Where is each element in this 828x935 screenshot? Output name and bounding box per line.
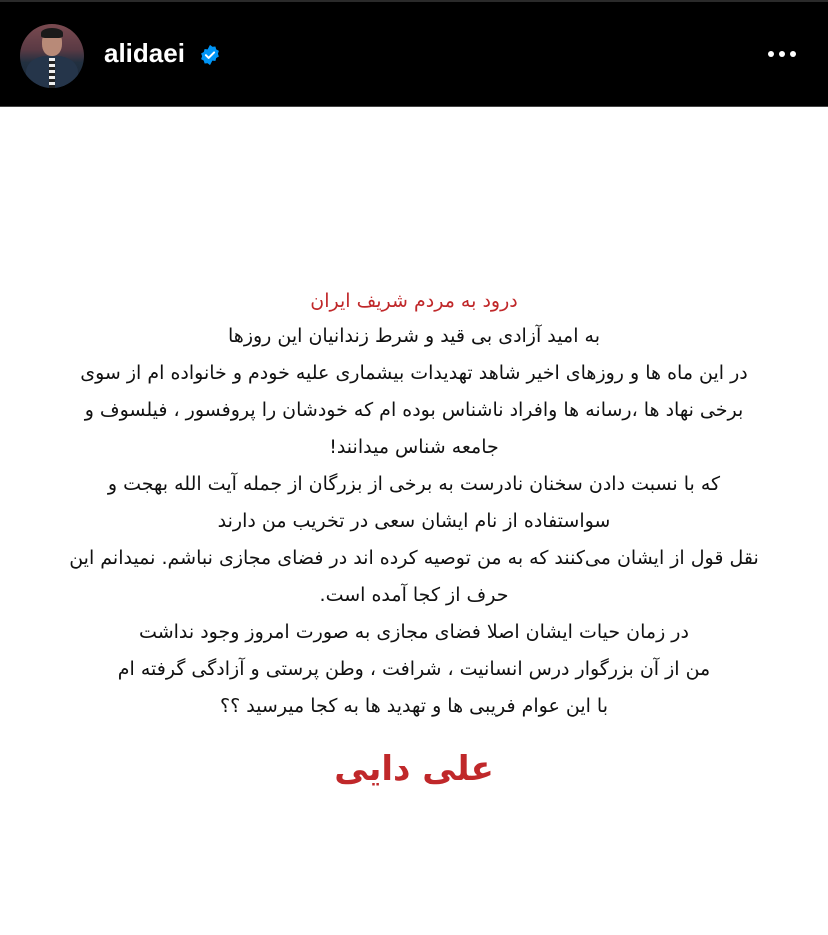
greeting: درود به مردم شریف ایران (310, 290, 518, 312)
avatar[interactable] (20, 24, 84, 88)
avatar-tie (49, 58, 55, 88)
text-line: جامعه شناس میدانند! (329, 436, 499, 458)
post-image-text (0, 284, 828, 797)
text-line: نقل قول از ایشان می‌کنند که به من توصیه کرده اند در فضای مجازی نباشم. نمیدانم این (69, 547, 759, 569)
dot-icon (779, 51, 785, 57)
post-header (0, 0, 828, 107)
dot-icon (768, 51, 774, 57)
text-line: حرف از کجا آمده است. (319, 584, 509, 606)
signature: علی دایی (334, 749, 494, 789)
text-line: در این ماه ها و روزهای اخیر شاهد تهدیدات بیشماری علیه خودم و خانواده ام از سوی (80, 362, 748, 384)
text-line: در زمان حیات ایشان اصلا فضای مجازی به صورت امروز وجود نداشت (139, 621, 689, 643)
text-line: برخی نهاد ها ،رسانه ها وافراد ناشناس بوده ام که خودشان را پروفسور ، فیلسوف و (84, 399, 744, 421)
more-options-button[interactable] (762, 42, 802, 66)
dot-icon (790, 51, 796, 57)
text-line: سواستفاده از نام ایشان سعی در تخریب من دارند (217, 510, 611, 532)
text-line: من از آن بزرگوار درس انسانیت ، شرافت ، وطن پرستی و آزادگی گرفته ام (117, 658, 711, 680)
avatar-hair (41, 28, 63, 38)
verified-badge-icon (199, 44, 221, 66)
text-line: به امید آزادی بی قید و شرط زندانیان این روزها (228, 325, 600, 347)
text-line: با این عوام فریبی ها و تهدید ها به کجا میرسید ؟؟ (220, 695, 608, 717)
text-line: که با نسبت دادن سخنان نادرست به برخی از بزرگان از جمله آیت الله بهجت و (107, 473, 721, 495)
username-link[interactable]: alidaei (104, 38, 185, 68)
